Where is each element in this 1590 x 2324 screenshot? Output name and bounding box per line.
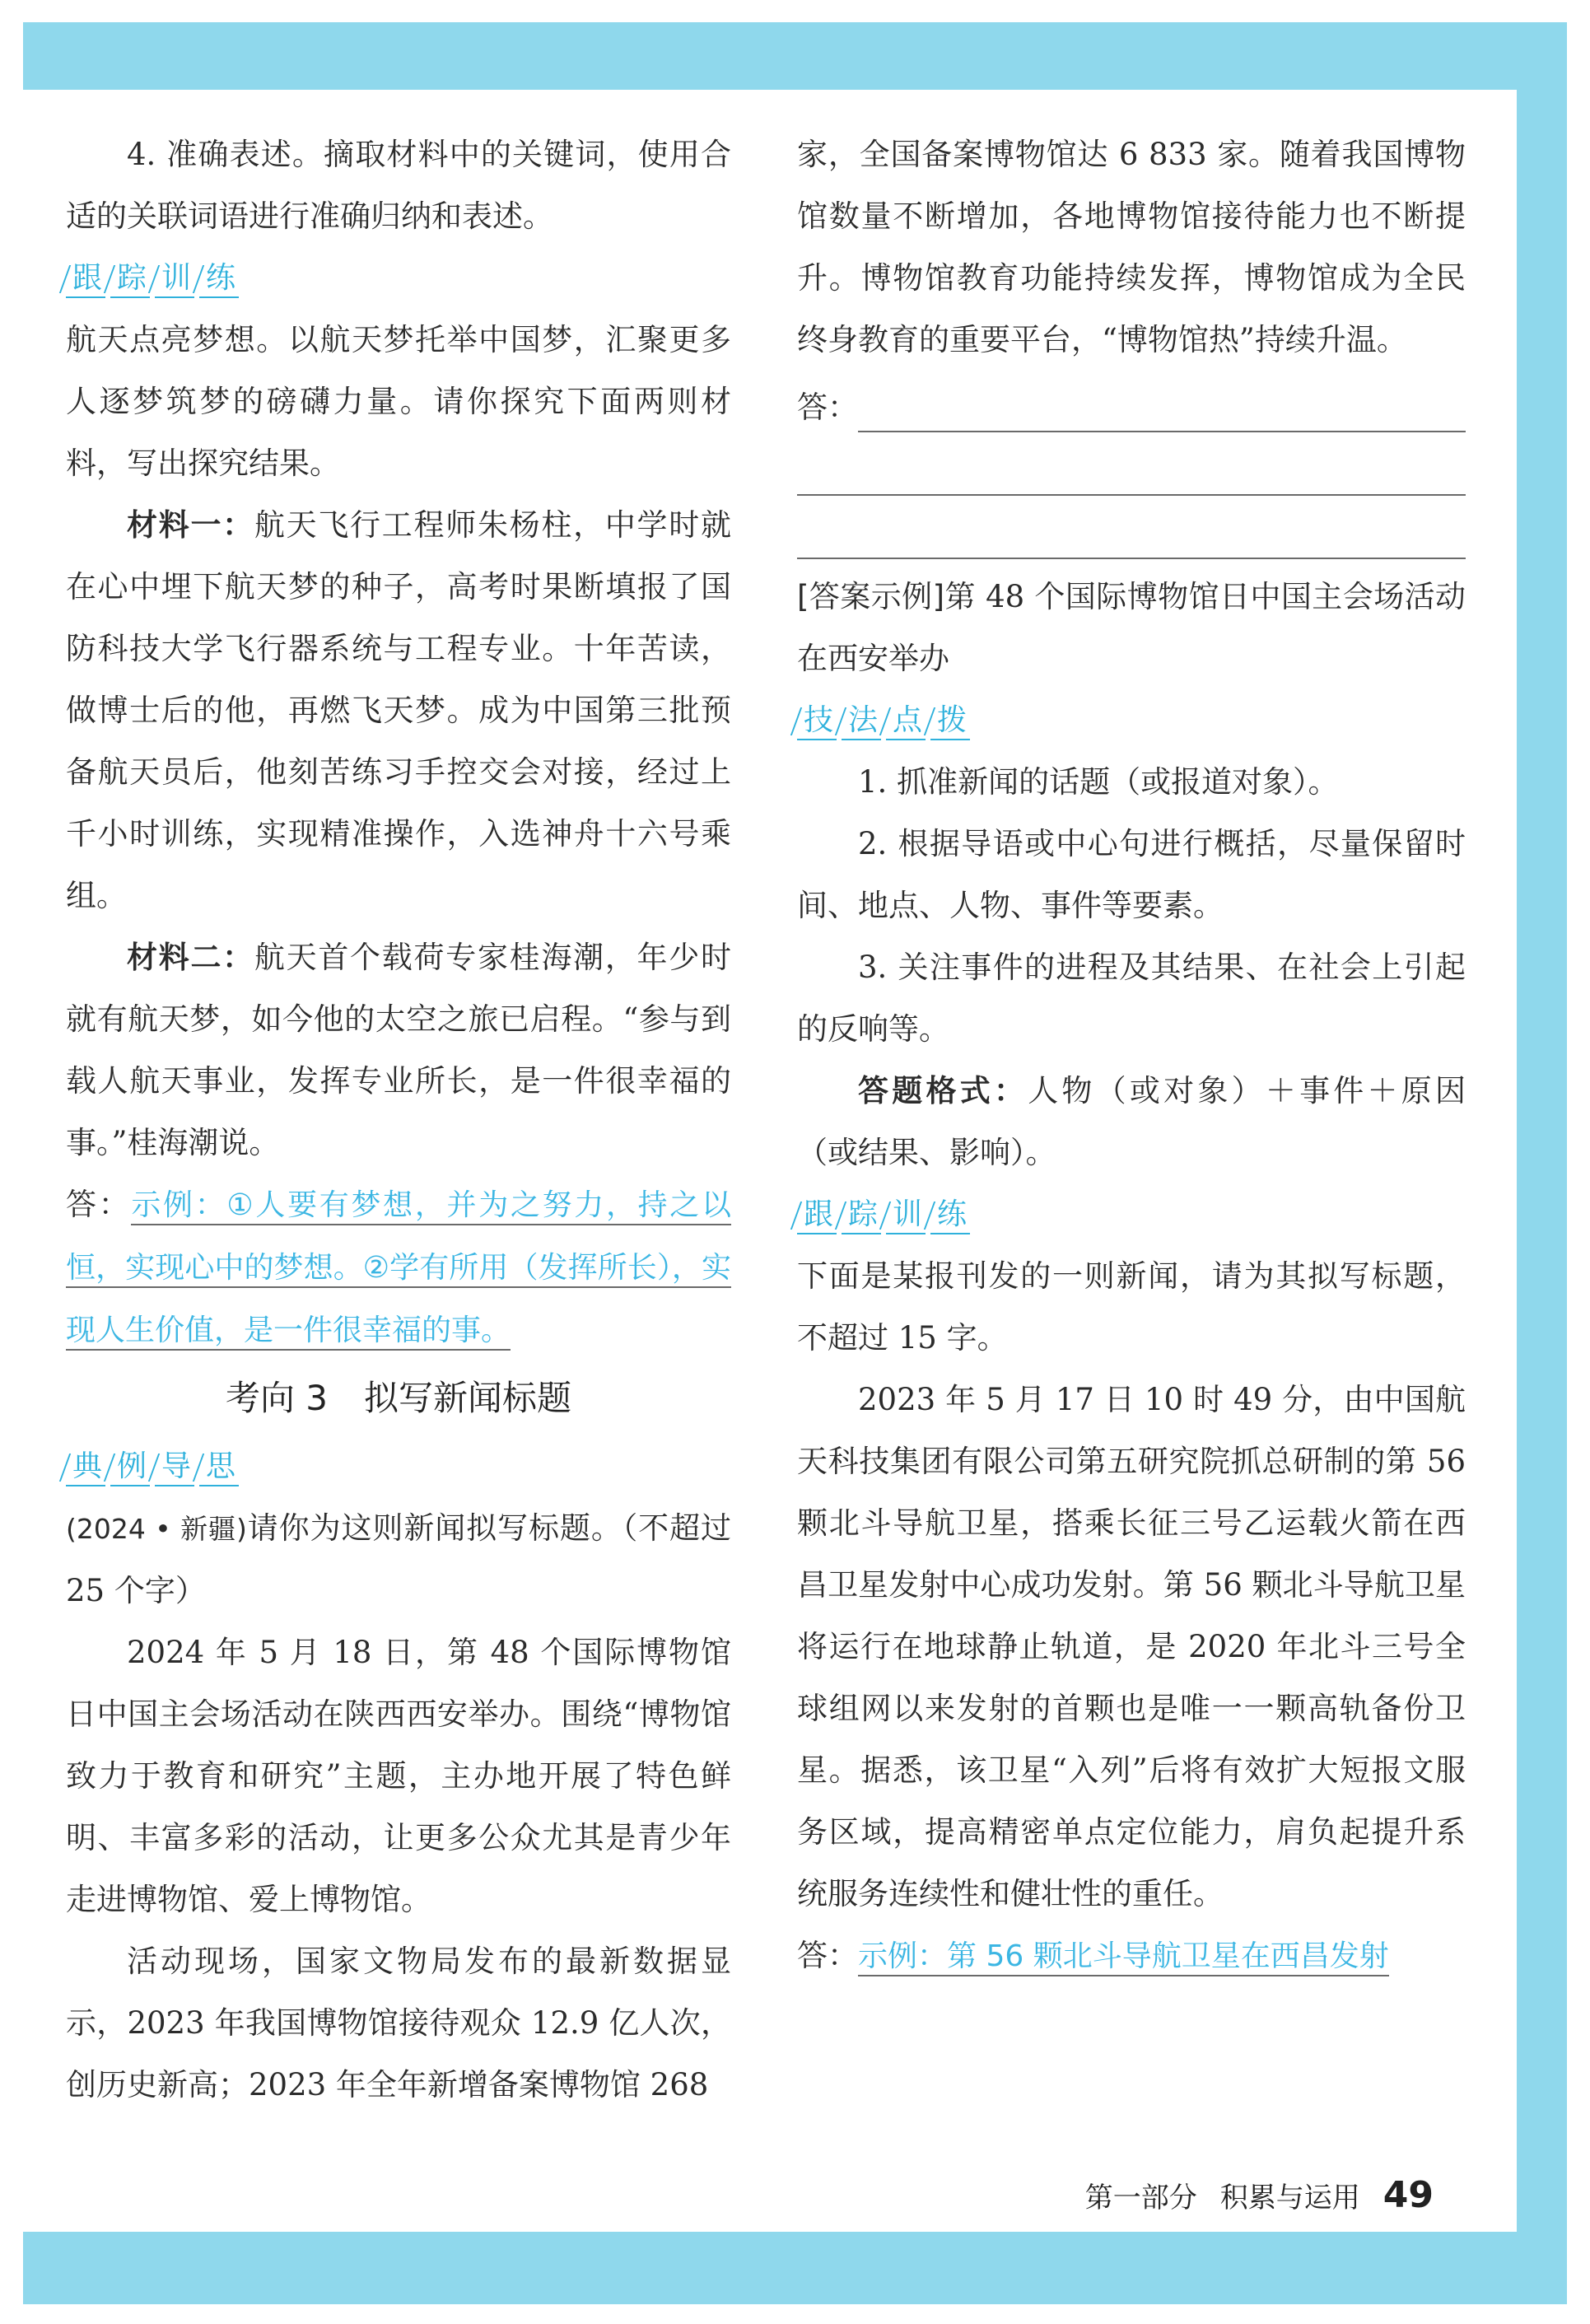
material-1: 材料一：航天飞行工程师朱杨柱，中学时就在心中埋下航天梦的种子，高考时果断填报了国防科技大学飞行器系统与工程专业。十年苦读，做博士后的他，再燃飞天梦。成为中国第三批预备航天员后，他刻苦练习手控交会对接，经过上千小时训练，实现精准操作，入选神舟十六号乘组。 (66, 507, 732, 913)
material-2: 材料二：航天首个载荷专家桂海潮，年少时就有航天梦，如今他的太空之旅已启程。“参与到载人航天事业，发挥专业所长，是一件很幸福的事。”桂海潮说。 (66, 940, 732, 1160)
exercise-question-2: 下面是某报刊发的一则新闻，请为其拟写标题，不超过 15 字。 (797, 1258, 1466, 1356)
page-number: 49 (1383, 2174, 1434, 2216)
right-column (797, 124, 1466, 1987)
section-tag-example: 典 例 导 思 (66, 1435, 731, 1497)
example-question: (2024 • 新疆)请你为这则新闻拟写标题。（不超过 25 个字） (66, 1510, 731, 1608)
section-tag-tracking-1: 跟 踪 训 练 (66, 247, 731, 309)
answer-2: 答：示例：第 56 颗北斗导航卫星在西昌发射 (797, 1925, 1466, 1987)
answer-blank-line-2[interactable] (797, 432, 1466, 496)
section-heading: 考向 3 拟写新闻标题 (225, 1378, 572, 1418)
page-footer: 第一部分 积累与运用 49 (1084, 2174, 1434, 2216)
news-paragraph-2-continued: 家，全国备案博物馆达 6 833 家。随着我国博物馆数量不断增加，各地博物馆接待能力也不断提升。博物馆教育功能持续发挥，博物馆成为全民终身教育的重要平台，“博物馆热”持续升温。 (797, 137, 1466, 357)
news-paragraph-3: 2023 年 5 月 17 日 10 时 49 分，由中国航天科技集团有限公司第五研究院抓总研制的第 56 颗北斗导航卫星，搭乘长征三号乙运载火箭在西昌卫星发射中心成功发射。第 56 颗北斗导航卫星将运行在地球静止轨道，是 2020 年北斗三号全球组网以来发射的首颗也是唯一一颗高轨备份卫星。据悉，该卫星“入列”后将有效扩大短报文服务区域，提高精密单点定位能力，肩负起提升系统服务连续性和健壮性的重任。 (797, 1382, 1466, 1911)
news-paragraph-1: 2024 年 5 月 18 日，第 48 个国际博物馆日中国主会场活动在陕西西安举办。围绕“博物馆致力于教育和研究”主题，主办地开展了特色鲜明、丰富多彩的活动，让更多公众尤其是青少年走进博物馆、爱上博物馆。 (66, 1635, 731, 1917)
answer-format: 答题格式：人物（或对象）＋事件＋原因（或结果、影响）。 (797, 1073, 1466, 1170)
tip-2: 2. 根据导语或中心句进行概括，尽量保留时间、地点、人物、事件等要素。 (797, 826, 1466, 923)
bottom-color-band (23, 2232, 1567, 2304)
answer-2-text: 示例：第 56 颗北斗导航卫星在西昌发射 (858, 1939, 1389, 1976)
right-color-band (1517, 22, 1567, 2302)
answer-blank-line-3[interactable] (797, 496, 1466, 559)
answer-blank-line-1[interactable]: 答： (797, 371, 1466, 432)
top-color-band (23, 22, 1567, 90)
method-4: 4. 准确表述。摘取材料中的关键词，使用合适的关联词语进行准确归纳和表述。 (66, 137, 731, 234)
section-tag-tips: 技 法 点 拨 (797, 689, 1466, 751)
left-column (66, 124, 731, 2116)
exercise-prompt: 航天点亮梦想。以航天梦托举中国梦，汇聚更多人逐梦筑梦的磅礴力量。请你探究下面两则材料，写出探究结果。 (66, 322, 731, 481)
news-paragraph-2: 活动现场，国家文物局发布的最新数据显示，2023 年我国博物馆接待观众 12.9 亿人次，创历史新高；2023 年全年新增备案博物馆 268 (66, 1944, 731, 2102)
tip-1: 1. 抓准新闻的话题（或报道对象）。 (858, 764, 1339, 800)
answer-1: 答：示例：①人要有梦想，并为之努力，持之以恒，实现心中的梦想。②学有所用（发挥所长），实现人生价值，是一件很幸福的事。 (66, 1174, 731, 1361)
answer-example: [答案示例]第 48 个国际博物馆日中国主会场活动在西安举办 (797, 579, 1466, 676)
section-tag-tracking-2: 跟 踪 训 练 (797, 1183, 1466, 1245)
tip-3: 3. 关注事件的进程及其结果、在社会上引起的反响等。 (797, 950, 1466, 1047)
answer-1-text: 示例：①人要有梦想，并为之努力，持之以恒，实现心中的梦想。②学有所用（发挥所长），实现人生价值，是一件很幸福的事。 (66, 1188, 731, 1351)
